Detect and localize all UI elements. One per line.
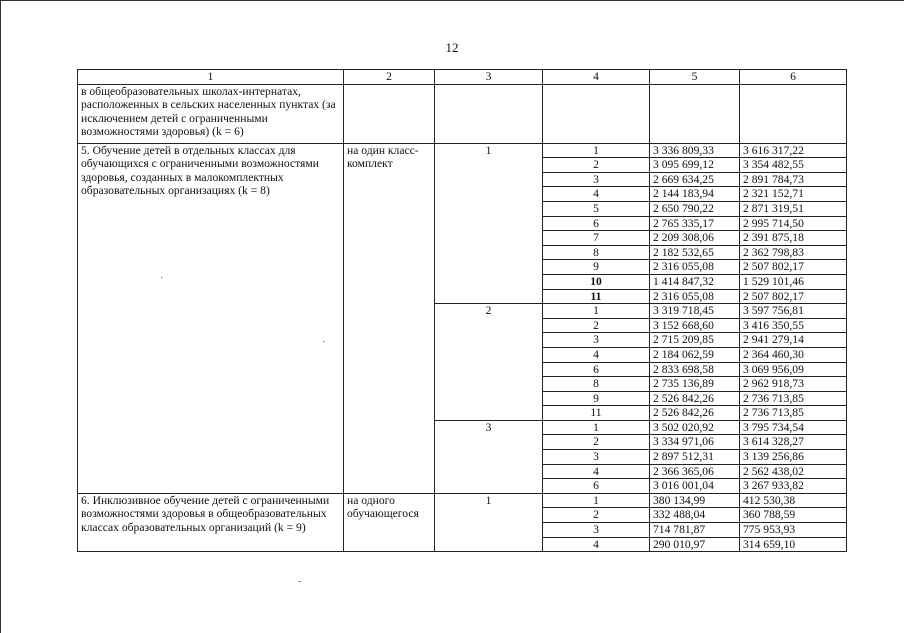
value-col5: 2 526 842,26	[650, 406, 740, 421]
row-number: 10	[543, 274, 650, 289]
value-col6: 360 788,59	[740, 508, 847, 523]
value-col6: 3 354 482,55	[740, 158, 847, 173]
row-number: 1	[543, 420, 650, 435]
row-number: 9	[543, 391, 650, 406]
value-col6: 3 069 956,09	[740, 362, 847, 377]
row-number: 11	[543, 289, 650, 304]
scan-border-top	[0, 0, 904, 1]
value-col5: 3 334 971,06	[650, 435, 740, 450]
value-col6: 2 736 713,85	[740, 406, 847, 421]
value-col5: 3 319 718,45	[650, 304, 740, 319]
header-cell: 3	[435, 70, 543, 85]
value-col6: 2 871 319,51	[740, 201, 847, 216]
value-col6: 2 507 802,17	[740, 289, 847, 304]
value-col5: 290 010,97	[650, 537, 740, 552]
intro-description: в общеобразовательных школах-интернатах, расположенных в сельских населенных пунктах (за исключением детей с ограниченными возможностями здоровья) (k = 6)	[78, 84, 344, 143]
row-number: 6	[543, 479, 650, 494]
value-col6: 2 995 714,50	[740, 216, 847, 231]
row-number: 3	[543, 523, 650, 538]
value-col6: 2 364 460,30	[740, 347, 847, 362]
row-number: 6	[543, 216, 650, 231]
row-number: 11	[543, 406, 650, 421]
empty-cell	[344, 84, 435, 143]
empty-cell	[543, 84, 650, 143]
empty-cell	[650, 84, 740, 143]
value-col6: 775 953,93	[740, 523, 847, 538]
value-col6: 2 941 279,14	[740, 333, 847, 348]
row-number: 3	[543, 333, 650, 348]
unit-of-measure: на один класс-комплект	[344, 143, 435, 493]
row-number: 3	[543, 450, 650, 465]
row-number: 1	[543, 143, 650, 158]
table-header-row	[78, 70, 847, 85]
value-col5: 2 182 532,65	[650, 245, 740, 260]
value-col6: 412 530,38	[740, 493, 847, 508]
value-col6: 3 616 317,22	[740, 143, 847, 158]
scan-speck: ·	[322, 337, 326, 348]
row-number: 4	[543, 464, 650, 479]
value-col6: 1 529 101,46	[740, 274, 847, 289]
value-col5: 2 897 512,31	[650, 450, 740, 465]
value-col5: 3 152 668,60	[650, 318, 740, 333]
scan-speck: -	[298, 576, 302, 587]
value-col6: 3 416 350,55	[740, 318, 847, 333]
value-col5: 2 669 634,25	[650, 172, 740, 187]
header-cell: 4	[543, 70, 650, 85]
value-col6: 2 507 802,17	[740, 260, 847, 275]
tariff-table	[77, 69, 847, 552]
value-col5: 2 209 308,06	[650, 231, 740, 246]
row-number: 8	[543, 245, 650, 260]
row-number: 4	[543, 187, 650, 202]
value-col6: 3 267 933,82	[740, 479, 847, 494]
section-title: 5. Обучение детей в отдельных классах для обучающихся с ограниченными возможностями здоровья, созданных в малокомплектных образовательных организациях (k = 8)	[78, 143, 344, 493]
section-title: 6. Инклюзивное обучение детей с ограниченными возможностями здоровья в общеобразовательных классах образовательных организаций (k = 9)	[78, 493, 344, 551]
empty-cell	[740, 84, 847, 143]
intro-row	[78, 84, 847, 143]
value-col5: 3 502 020,92	[650, 420, 740, 435]
group-code: 1	[435, 143, 543, 304]
value-col5: 332 488,04	[650, 508, 740, 523]
value-col5: 714 781,87	[650, 523, 740, 538]
value-col5: 2 144 183,94	[650, 187, 740, 202]
row-number: 2	[543, 508, 650, 523]
value-col6: 2 891 784,73	[740, 172, 847, 187]
row-number: 5	[543, 201, 650, 216]
value-col5: 3 336 809,33	[650, 143, 740, 158]
scan-speck: ·	[160, 273, 164, 284]
scan-border-left	[0, 0, 1, 633]
row-number: 1	[543, 304, 650, 319]
value-col5: 2 526 842,26	[650, 391, 740, 406]
unit-of-measure: на одного обучающегося	[344, 493, 435, 551]
page-number: 12	[445, 40, 459, 55]
value-col5: 1 414 847,32	[650, 274, 740, 289]
row-number: 8	[543, 377, 650, 392]
table-row	[78, 493, 847, 508]
value-col5: 3 016 001,04	[650, 479, 740, 494]
value-col5: 2 715 209,85	[650, 333, 740, 348]
value-col5: 2 833 698,58	[650, 362, 740, 377]
empty-cell	[435, 84, 543, 143]
row-number: 7	[543, 231, 650, 246]
row-number: 2	[543, 318, 650, 333]
value-col6: 2 562 438,02	[740, 464, 847, 479]
value-col5: 380 134,99	[650, 493, 740, 508]
value-col5: 2 316 055,08	[650, 289, 740, 304]
group-code: 2	[435, 304, 543, 421]
header-cell: 6	[740, 70, 847, 85]
value-col5: 2 366 365,06	[650, 464, 740, 479]
value-col6: 2 321 152,71	[740, 187, 847, 202]
value-col6: 2 736 713,85	[740, 391, 847, 406]
row-number: 4	[543, 347, 650, 362]
value-col6: 2 391 875,18	[740, 231, 847, 246]
value-col6: 2 962 918,73	[740, 377, 847, 392]
header-cell: 2	[344, 70, 435, 85]
value-col6: 314 659,10	[740, 537, 847, 552]
value-col6: 3 614 328,27	[740, 435, 847, 450]
row-number: 3	[543, 172, 650, 187]
table-row	[78, 143, 847, 158]
value-col5: 2 650 790,22	[650, 201, 740, 216]
row-number: 6	[543, 362, 650, 377]
row-number: 9	[543, 260, 650, 275]
row-number: 2	[543, 158, 650, 173]
row-number: 4	[543, 537, 650, 552]
group-code: 1	[435, 493, 543, 551]
value-col6: 3 139 256,86	[740, 450, 847, 465]
value-col5: 2 316 055,08	[650, 260, 740, 275]
value-col5: 2 765 335,17	[650, 216, 740, 231]
value-col5: 2 184 062,59	[650, 347, 740, 362]
header-cell: 5	[650, 70, 740, 85]
row-number: 1	[543, 493, 650, 508]
row-number: 2	[543, 435, 650, 450]
value-col6: 3 795 734,54	[740, 420, 847, 435]
value-col5: 3 095 699,12	[650, 158, 740, 173]
value-col6: 3 597 756,81	[740, 304, 847, 319]
value-col5: 2 735 136,89	[650, 377, 740, 392]
value-col6: 2 362 798,83	[740, 245, 847, 260]
header-cell: 1	[78, 70, 344, 85]
group-code: 3	[435, 420, 543, 493]
